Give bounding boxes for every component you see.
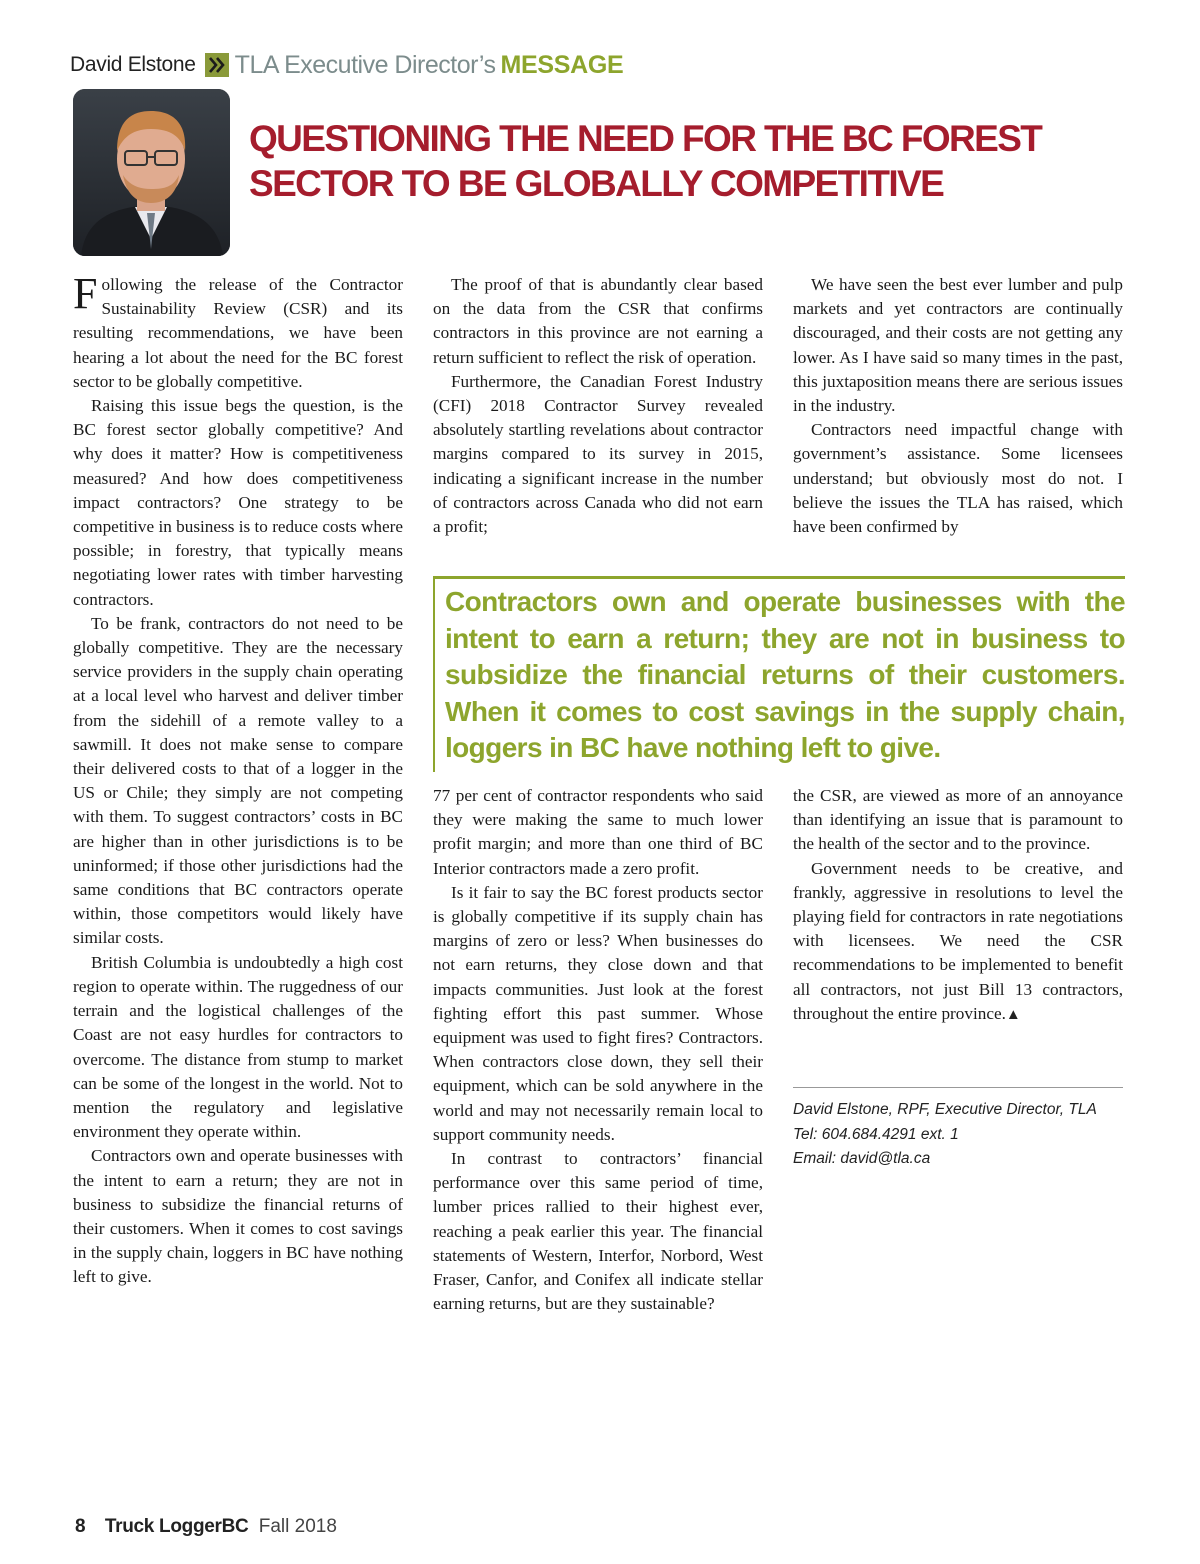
pull-quote-rule (433, 576, 1125, 579)
article-column-2-top (433, 273, 763, 539)
signature-phone: Tel: 604.684.4291 ext. 1 (793, 1125, 959, 1143)
article-column-3-bottom (793, 784, 1123, 1027)
pull-quote (433, 576, 1125, 772)
header-author: David Elstone (70, 53, 196, 76)
header-section-title: TLA Executive Director’s (234, 50, 496, 79)
article-headline: QUESTIONING THE NEED FOR THE BC FOREST SECTOR TO BE GLOBALLY COMPETITIVE (249, 118, 1042, 204)
article-paragraph: the CSR, are viewed as more of an annoyance than identifying an issue that is paramount to the health of the sector and to the province. (793, 786, 1123, 854)
double-chevron-right-icon (205, 53, 229, 77)
article-paragraph: Raising this issue begs the question, is the BC forest sector globally competitive? And why does it matter? How is competitiveness measured? And how does competitiveness impact contractors? One strategy to be competitive in business is to reduce costs where possible; in forestry, that typically means negotiating lower rates with timber harvesting contractors. (73, 396, 403, 609)
author-portrait (73, 89, 230, 256)
pull-quote-text: Contractors own and operate businesses with the intent to earn a return; they are not in business to subsidize the financial returns of their customers. When it comes to cost savings in the supply chain, loggers in BC have nothing left to give. (445, 586, 1125, 763)
article-paragraph: In contrast to contractors’ financial performance over this same period of time, lumber prices rallied to their highest ever, reaching a peak earlier this year. The financial statements of Western, Interfor, Norbord, West Fraser, Canfor, and Conifex all indicate stellar earning returns, but are they sustainable? (433, 1149, 763, 1314)
paragraph-text: Government needs to be creative, and frankly, aggressive in resolutions to level the playing field for contractors in rate negotiations with licensees. We need the CSR recommendations to be implemented to benefit all contractors, not just Bill 13 contractors, throughout the entire province. (793, 858, 1123, 1023)
drop-cap: F (73, 269, 98, 318)
article-column-1 (73, 269, 403, 1290)
issue-label: Fall 2018 (258, 1516, 337, 1537)
article-paragraph: Contractors own and operate businesses with the intent to earn a return; they are not in business to subsidize the financial returns of their customers. When it comes to cost savings in the supply chain, loggers in BC have nothing left to give. (73, 1146, 403, 1287)
article-paragraph: The proof of that is abundantly clear based on the data from the CSR that confirms contractors in this province are not earning a return sufficient to reflect the risk of operation. (433, 275, 763, 367)
magazine-name: Truck LoggerBC (104, 1516, 249, 1537)
article-paragraph: Is it fair to say the BC forest products sector is globally competitive if its supply chain has margins of zero or less? When businesses do not earn returns, they close down and that impacts communities. Just look at the forest fighting effort this past summer. Whose equipment was used to fight fires? Contractors. When contractors close down, they sell their equipment, which can be sold anywhere in the world and may not necessarily remain local to support community needs. (433, 882, 763, 1144)
signature-divider (793, 1087, 1123, 1088)
article-paragraph: We have seen the best ever lumber and pulp markets and yet contractors are continually discouraged, and their costs are not getting any lower. As I have said so many times in the past, this juxtaposition means there are serious issues in the industry. (793, 275, 1123, 416)
page-number: 8 (75, 1516, 86, 1537)
article-paragraph: Furthermore, the Canadian Forest Industry (CFI) 2018 Contractor Survey revealed absolutely startling revelations about contractor margins compared to its survey in 2015, indicating a significant increase in the number of contractors across Canada who did not earn a profit; (433, 371, 763, 537)
article-paragraph: 77 per cent of contractor respondents who said they were making the same to much lower profit margin; and more than one third of BC Interior contractors made a zero profit. (433, 786, 763, 878)
paragraph-text: ollowing the release of the Contractor Sustainability Review (CSR) and its resulting recommendations, we have been hearing a lot about the need for the BC forest sector to be globally competitive. (73, 275, 403, 391)
signature-name: David Elstone, RPF, Executive Director, TLA (793, 1101, 1097, 1118)
article-paragraph (793, 857, 1123, 1027)
article-paragraph: British Columbia is undoubtedly a high cost region to operate within. The ruggedness of our terrain and the logistical challenges of the Coast are not easy hurdles for contractors to overcome. The distance from stump to market can be some of the longest in the world. Not to mention the regulatory and legislative environment they operate within. (73, 952, 403, 1142)
article-paragraph: Contractors need impactful change with government’s assistance. Some licensees understand; but obviously most do not. I believe the issues the TLA has raised, which have been confirmed by (793, 420, 1123, 537)
article-paragraph (73, 269, 403, 394)
article-column-2-bottom (433, 784, 763, 1316)
page-header (70, 48, 623, 82)
page-footer (75, 1516, 337, 1538)
pull-quote-bar (433, 576, 435, 772)
tree-end-mark-icon: ▲ (1005, 1006, 1021, 1023)
article-column-3-top (793, 273, 1123, 539)
signature-email[interactable]: Email: david@tla.ca (793, 1150, 931, 1167)
author-signature (793, 1098, 1133, 1172)
header-section-emphasis: MESSAGE (500, 50, 624, 79)
article-paragraph: To be frank, contractors do not need to be globally competitive. They are the necessary service providers in the supply chain operating at a local level who harvest and deliver timber from the sidehill of a remote valley to a sawmill. It does not make sense to compare their delivered costs to that of a logger in the US or Chile; they simply are not competing with them. To suggest contractors’ costs in BC are higher than in other jurisdictions is to be uninformed; if those other jurisdictions had the same conditions that BC contractors operate within, those competitors would likely have similar costs. (73, 613, 403, 948)
